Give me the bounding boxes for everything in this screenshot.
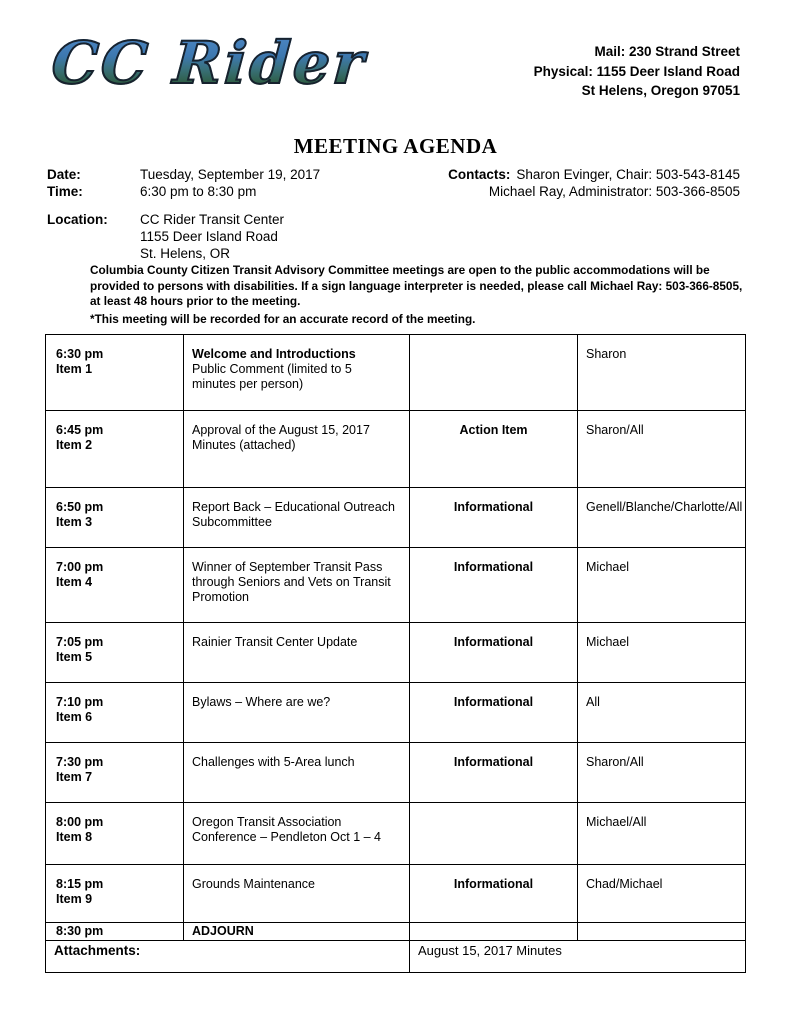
adjourn-time: 8:30 pm — [46, 923, 184, 941]
row-item: Item 1 — [56, 362, 93, 376]
meta-left-column — [47, 166, 320, 262]
time-value: 6:30 pm to 8:30 pm — [140, 184, 257, 199]
table-row — [46, 865, 746, 923]
contacts-label: Contacts: — [448, 167, 511, 182]
row-item: Item 4 — [56, 575, 93, 589]
time-label: Time: — [47, 184, 83, 199]
row-description: Grounds Maintenance — [192, 877, 315, 891]
contacts-block — [448, 166, 740, 200]
row-description: Rainier Transit Center Update — [192, 635, 358, 649]
table-row — [46, 411, 746, 488]
row-description: Winner of September Transit Pass through Seniors and Vets on Transit Promotion — [192, 560, 391, 604]
table-row — [46, 548, 746, 623]
row-title: Welcome and Introductions — [192, 347, 356, 361]
table-row — [46, 623, 746, 683]
row-time: 8:15 pm — [56, 877, 104, 891]
contact-line-2 — [448, 183, 740, 200]
contact-chair: Sharon Evinger, Chair: 503-543-8145 — [516, 167, 740, 182]
agenda-table — [45, 334, 746, 973]
row-description: Oregon Transit Association Conference – Pendleton Oct 1 – 4 — [192, 815, 382, 844]
row-time: 6:30 pm — [56, 347, 104, 361]
location-line: CC Rider Transit Center — [140, 212, 285, 227]
row-type: Action Item — [410, 411, 578, 488]
row-type: Informational — [410, 488, 578, 548]
date-label: Date: — [47, 167, 81, 182]
row-item: Item 9 — [56, 892, 93, 906]
row-type: Informational — [410, 743, 578, 803]
table-row — [46, 743, 746, 803]
contact-line-1 — [448, 166, 740, 183]
city-state-zip: St Helens, Oregon 97051 — [581, 83, 740, 98]
date-value: Tuesday, September 19, 2017 — [140, 167, 321, 182]
cc-rider-logo: CC Rider — [49, 29, 370, 97]
row-item: Item 3 — [56, 515, 93, 529]
row-presenter: All — [578, 683, 746, 743]
contact-administrator: Michael Ray, Administrator: 503-366-8505 — [488, 184, 740, 199]
row-time: 6:50 pm — [56, 500, 104, 514]
row-presenter: Sharon/All — [578, 743, 746, 803]
row-item: Item 8 — [56, 830, 93, 844]
row-presenter: Michael — [578, 548, 746, 623]
row-presenter: Sharon/All — [578, 411, 746, 488]
physical-address: Physical: 1155 Deer Island Road — [533, 63, 740, 79]
row-presenter: Genell/Blanche/Charlotte/All — [578, 488, 746, 548]
row-type: Informational — [410, 683, 578, 743]
address-block — [534, 42, 740, 101]
date-row — [47, 166, 320, 183]
attachments-row — [46, 941, 746, 973]
row-presenter: Sharon — [578, 335, 746, 411]
row-item: Item 2 — [56, 438, 93, 452]
page-title: MEETING AGENDA — [293, 134, 498, 158]
table-row — [46, 683, 746, 743]
row-item: Item 7 — [56, 770, 93, 784]
time-row — [47, 183, 320, 200]
row-time: 7:00 pm — [56, 560, 104, 574]
adjourn-row — [46, 923, 746, 941]
adjourn-label: ADJOURN — [192, 924, 254, 938]
location-label: Location: — [47, 212, 108, 227]
row-item: Item 6 — [56, 710, 93, 724]
row-type: Informational — [410, 548, 578, 623]
row-description: Challenges with 5-Area lunch — [192, 755, 355, 769]
row-description: Public Comment (limited to 5 minutes per person) — [192, 362, 352, 391]
table-row — [46, 335, 746, 411]
row-presenter: Chad/Michael — [578, 865, 746, 923]
row-time: 6:45 pm — [56, 423, 104, 437]
location-line: 1155 Deer Island Road — [140, 229, 278, 244]
row-description: Bylaws – Where are we? — [192, 695, 331, 709]
location-value — [140, 211, 284, 262]
row-description: Report Back – Educational Outreach Subcommittee — [192, 500, 395, 529]
location-line: St. Helens, OR — [140, 246, 231, 261]
mail-address: Mail: 230 Strand Street — [594, 44, 740, 59]
row-time: 7:10 pm — [56, 695, 104, 709]
table-row — [46, 488, 746, 548]
row-item: Item 5 — [56, 650, 93, 664]
row-time: 7:05 pm — [56, 635, 104, 649]
accessibility-notice: Columbia County Citizen Transit Advisory Committee meetings are open to the public accommodations will be provided to persons with disabilities. If a sign language interpreter is needed, please call Michael Ray: 503-366-8505, at least 48 hours prior to the meeting. — [90, 263, 743, 308]
row-type: Informational — [410, 623, 578, 683]
row-type: Informational — [410, 865, 578, 923]
row-time: 7:30 pm — [56, 755, 104, 769]
attachments-value: August 15, 2017 Minutes — [410, 941, 746, 973]
location-row — [47, 211, 320, 262]
row-type — [410, 803, 578, 865]
attachments-label: Attachments: — [46, 941, 410, 973]
row-type — [410, 335, 578, 411]
row-time: 8:00 pm — [56, 815, 104, 829]
recording-note: *This meeting will be recorded for an accurate record of the meeting. — [90, 312, 476, 326]
row-presenter: Michael — [578, 623, 746, 683]
table-row — [46, 803, 746, 865]
row-description: Approval of the August 15, 2017 Minutes (attached) — [192, 423, 370, 452]
row-presenter: Michael/All — [578, 803, 746, 865]
